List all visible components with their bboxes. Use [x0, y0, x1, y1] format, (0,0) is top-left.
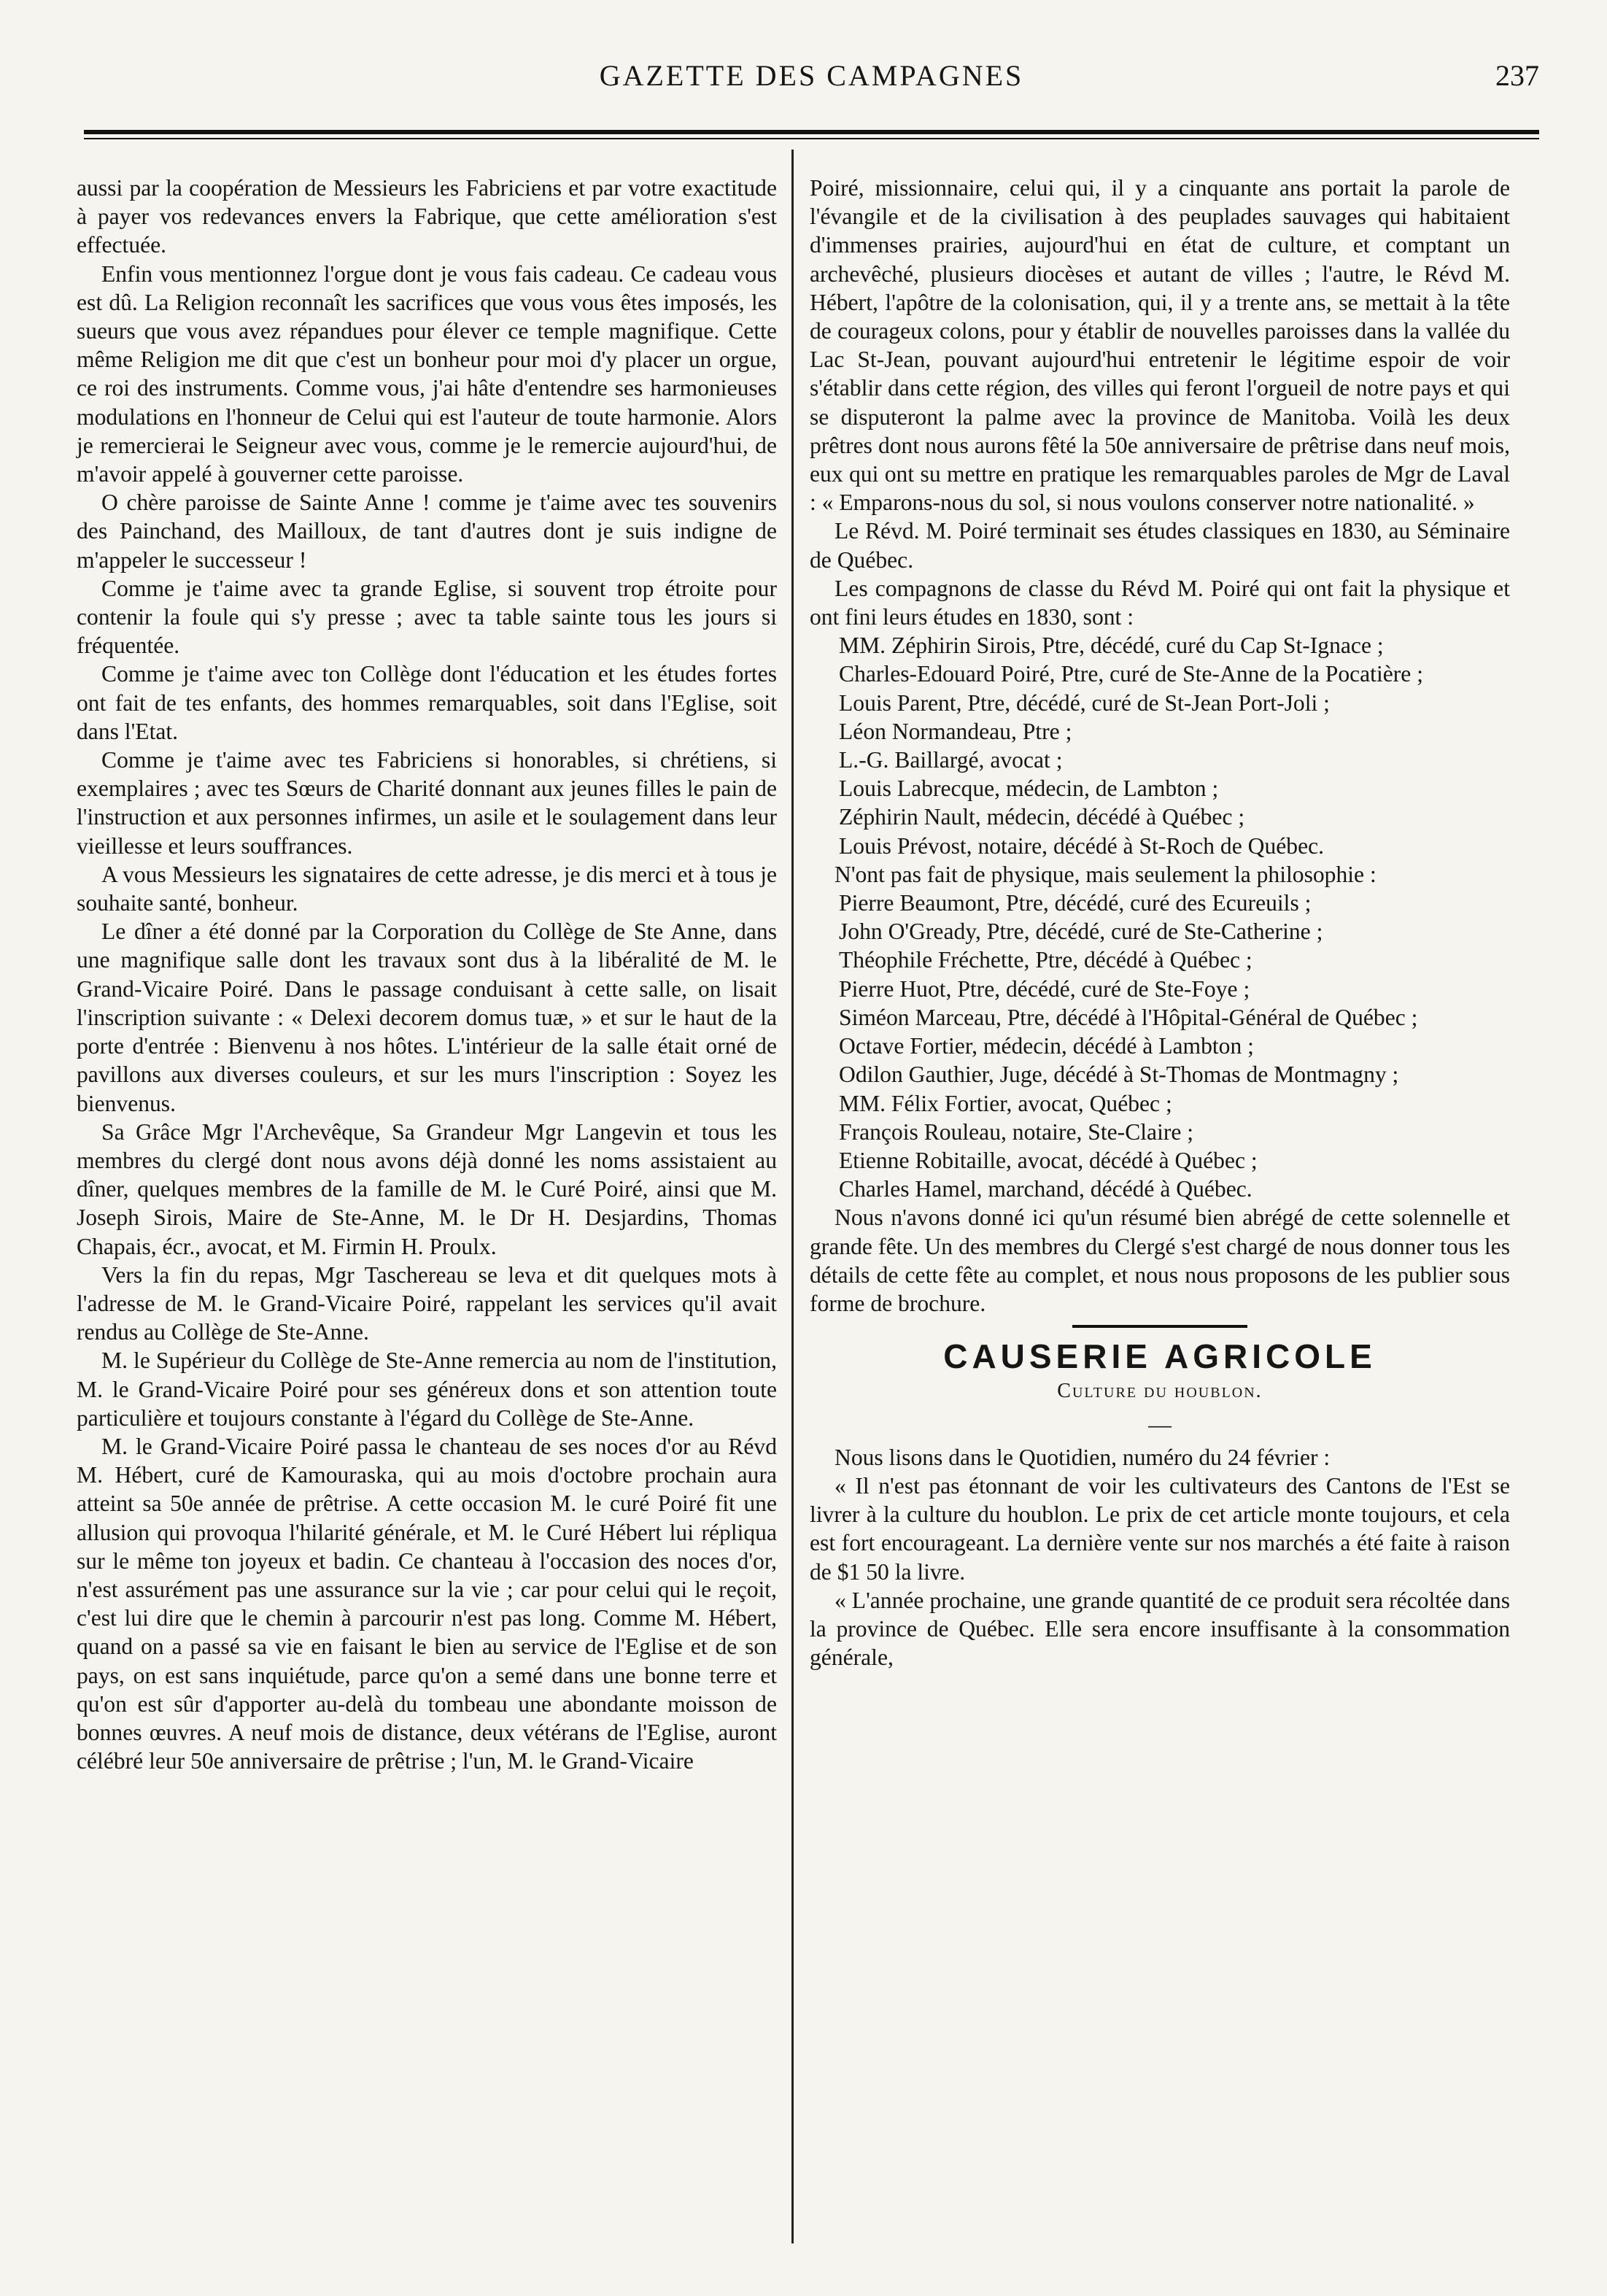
- list-item: Siméon Marceau, Ptre, décédé à l'Hôpital-Général de Québec ;: [839, 1004, 1418, 1030]
- list-item: Louis Parent, Ptre, décédé, curé de St-Jean Port-Joli ;: [839, 689, 1330, 716]
- paragraph: O chère paroisse de Sainte Anne ! comme je t'aime avec tes souvenirs des Painchand, des Mailloux, de tant d'autres dont je suis indigne de m'appeler le successeur !: [77, 490, 777, 573]
- list-item: Charles-Edouard Poiré, Ptre, curé de Ste-Anne de la Pocatière ;: [839, 661, 1423, 687]
- list-item: MM. Félix Fortier, avocat, Québec ;: [839, 1090, 1172, 1116]
- paragraph: M. le Grand-Vicaire Poiré passa le chanteau de ses noces d'or au Révd M. Hébert, curé de Kamouraska, qui au mois d'octobre prochain aura atteint sa 50e année de prêtrise. A cette occasion M. le curé Poiré fit une allusion qui provoqua l'hilarité générale, et M. le Curé Hébert lui répliqua sur le même ton joyeux et badin. Ce chanteau à l'occasion des noces d'or, n'est assurément pas une assurance sur la vie ; car pour celui qui le reçoit, c'est lui dire que le chemin à parcourir n'est pas long. Comme M. Hébert, quand on a passé sa vie en faisant le bien au service de l'Eglise et de son pays, on est sans inquiétude, parce qu'on a semé dans une bonne terre et qu'on est sûr d'apporter au-delà du tombeau une abondante moisson de bonnes œuvres. A neuf mois de distance, deux vétérans de l'Eglise, auront célébré leur 50e anniversaire de prêtrise ; l'un, M. le Grand-Vicaire: [77, 1433, 777, 1774]
- list-item: Octave Fortier, médecin, décédé à Lambton ;: [839, 1033, 1254, 1059]
- list-item: Louis Prévost, notaire, décédé à St-Roch de Québec.: [839, 832, 1325, 859]
- list-item: Zéphirin Nault, médecin, décédé à Québec ;: [839, 804, 1245, 830]
- list-item: Etienne Robitaille, avocat, décédé à Québec ;: [839, 1147, 1258, 1173]
- list-item: Louis Labrecque, médecin, de Lambton ;: [839, 776, 1219, 802]
- column-divider: [791, 150, 794, 2243]
- paragraph: Nous n'avons donné ici qu'un résumé bien abrégé de cette solennelle et grande fête. Un des membres du Clergé s'est chargé de nous donner tous les détails de cette fête au complet, et nous nous proposons de les publier sous forme de brochure.: [810, 1205, 1510, 1316]
- page-header: [84, 58, 1539, 109]
- paragraph: Nous lisons dans le Quotidien, numéro du 24 février :: [835, 1444, 1331, 1470]
- paragraph: Le Révd. M. Poiré terminait ses études classiques en 1830, au Séminaire de Québec.: [810, 518, 1510, 573]
- paragraph: A vous Messieurs les signataires de cette adresse, je dis merci et à tous je souhaite santé, bonheur.: [77, 861, 777, 916]
- paragraph: Les compagnons de classe du Révd M. Poiré qui ont fait la physique et ont fini leurs études en 1830, sont :: [810, 575, 1510, 630]
- list-item: John O'Gready, Ptre, décédé, curé de Ste-Catherine ;: [839, 919, 1323, 945]
- paragraph: Sa Grâce Mgr l'Archevêque, Sa Grandeur Mgr Langevin et tous les membres du clergé dont nous avons déjà donné les noms assistaient au dîner, quelques membres de la famille de M. le Curé Poiré, ainsi que M. Joseph Sirois, Maire de Ste-Anne, M. le Dr H. Desjardins, Thomas Chapais, écr., avocat, et M. Firmin H. Proulx.: [77, 1118, 777, 1259]
- paragraph: Vers la fin du repas, Mgr Taschereau se leva et dit quelques mots à l'adresse de M. le Grand-Vicaire Poiré, rappelant les services qu'il avait rendus au Collège de Ste-Anne.: [77, 1261, 777, 1345]
- paragraph: M. le Supérieur du Collège de Ste-Anne remercia au nom de l'institution, M. le Grand-Vicaire Poiré pour ses généreux dons et son attention toute particulière et toujours constante à l'égard du Collège de Ste-Anne.: [77, 1348, 777, 1431]
- paragraph: Comme je t'aime avec ta grande Eglise, si souvent trop étroite pour contenir la foule qui s'y presse ; avec ta table sainte tous les jours si fréquentée.: [77, 575, 777, 659]
- paragraph: aussi par la coopération de Messieurs les Fabriciens et par votre exactitude à payer vos redevances envers la Fabrique, que cette amélioration s'est effectuée.: [77, 175, 777, 258]
- page-number: 237: [1495, 59, 1539, 92]
- right-column: [810, 174, 1510, 1671]
- header-rule-thin: [84, 138, 1539, 139]
- section-divider: [1072, 1325, 1247, 1328]
- list-item: Léon Normandeau, Ptre ;: [839, 718, 1072, 744]
- section-title: CAUSERIE AGRICOLE: [943, 1337, 1376, 1376]
- list-item: L.-G. Baillargé, avocat ;: [839, 747, 1063, 773]
- paragraph: N'ont pas fait de physique, mais seulement la philosophie :: [835, 861, 1376, 887]
- header-rule-thick: [84, 130, 1539, 134]
- list-item: Odilon Gauthier, Juge, décédé à St-Thomas de Montmagny ;: [839, 1062, 1399, 1088]
- subtitle-separator: —: [1148, 1411, 1172, 1437]
- paragraph: Comme je t'aime avec ton Collège dont l'éducation et les études fortes ont fait de tes enfants, des hommes remarquables, soit dans l'Eglise, soit dans l'Etat.: [77, 661, 777, 744]
- list-item: François Rouleau, notaire, Ste-Claire ;: [839, 1118, 1194, 1145]
- left-column: [77, 174, 777, 1775]
- paragraph: « Il n'est pas étonnant de voir les cultivateurs des Cantons de l'Est se livrer à la culture du houblon. Le prix de cet article monte toujours, et cela est fort encourageant. La dernière vente sur nos marchés a été faite à raison de $1 50 la livre.: [810, 1472, 1510, 1585]
- list-item: Pierre Huot, Ptre, décédé, curé de Ste-Foye ;: [839, 975, 1250, 1002]
- list-item: Théophile Fréchette, Ptre, décédé à Québec ;: [839, 947, 1252, 973]
- list-item: Charles Hamel, marchand, décédé à Québec.: [839, 1176, 1252, 1202]
- paragraph: Enfin vous mentionnez l'orgue dont je vous fais cadeau. Ce cadeau vous est dû. La Religion reconnaît les sacrifices que vous vous êtes imposés, les sueurs que vous avez répandues pour élever ce temple magnifique. Cette même Religion me dit que c'est un bonheur pour moi d'y placer un orgue, ce roi des instruments. Comme vous, j'ai hâte d'entendre ses harmonieuses modulations en l'honneur de Celui qui est l'auteur de toute harmonie. Alors je remercierai le Seigneur avec vous, comme je le remercie aujourd'hui, de m'avoir appelé à gouverner cette paroisse.: [77, 260, 777, 487]
- paragraph: Poiré, missionnaire, celui qui, il y a cinquante ans portait la parole de l'évangile et de la civilisation à des peuplades sauvages qui habitaient d'immenses prairies, aujourd'hui en état de culture, et comptant un archevêché, plusieurs diocèses et autant de villes ; l'autre, le Révd M. Hébert, l'apôtre de la colonisation, qui, il y a trente ans, se mettait à la tête de courageux colons, pour y établir de nouvelles paroisses dans la vallée du Lac St-Jean, pouvant aujourd'hui entretenir le légitime espoir de voir s'établir dans cette région, des villes qui feront l'orgueil de notre pays et qui se disputeront la palme avec la province de Manitoba. Voilà les deux prêtres dont nous aurons fêté la 50e anniversaire de prêtrise dans neuf mois, eux qui ont su mettre en pratique les remarquables paroles de Mgr de Laval : « Emparons-nous du sol, si nous voulons conserver notre nationalité. »: [810, 175, 1510, 516]
- paragraph: Comme je t'aime avec tes Fabriciens si honorables, si chrétiens, si exemplaires ; avec tes Sœurs de Charité donnant aux jeunes filles le pain de l'instruction et aux personnes infirmes, un asile et le soulagement dans leur vieillesse et leurs souffrances.: [77, 747, 777, 859]
- list-item: MM. Zéphirin Sirois, Ptre, décédé, curé du Cap St-Ignace ;: [839, 633, 1384, 659]
- paragraph: Le dîner a été donné par la Corporation du Collège de Ste Anne, dans une magnifique salle dont les travaux sont dus à la libéralité de M. le Grand-Vicaire Poiré. Dans le passage conduisant à cette salle, on lisait l'inscription suivante : « Delexi decorem domus tuæ, » et sur le haut de la porte d'entrée : Bienvenu à nos hôtes. L'intérieur de la salle était orné de pavillons aux diverses couleurs, et sur les murs l'inscription : Soyez les bienvenus.: [77, 919, 777, 1116]
- newspaper-title: GAZETTE DES CAMPAGNES: [599, 59, 1024, 92]
- section-subtitle: Culture du houblon.: [1057, 1380, 1263, 1403]
- paragraph: « L'année prochaine, une grande quantité de ce produit sera récoltée dans la province de Québec. Elle sera encore insuffisante à la consommation générale,: [810, 1587, 1510, 1671]
- list-item: Pierre Beaumont, Ptre, décédé, curé des Ecureuils ;: [839, 890, 1312, 916]
